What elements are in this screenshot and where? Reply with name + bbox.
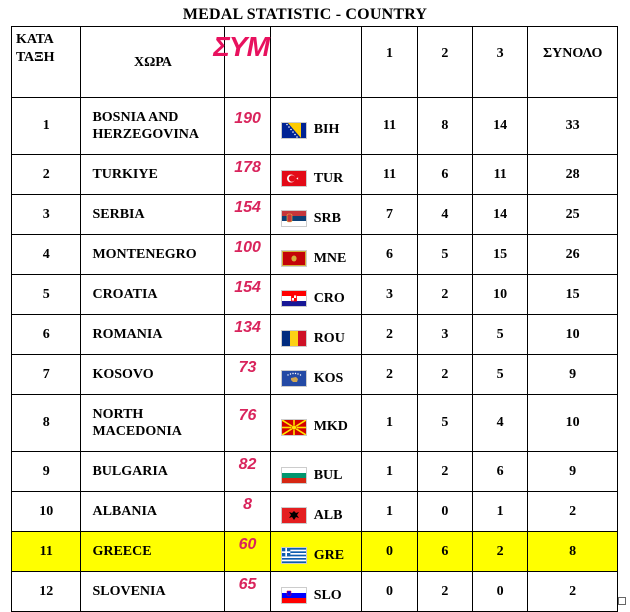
- bronze-cell: 14: [473, 195, 528, 235]
- sym-value: 8: [243, 496, 252, 513]
- table-row: [12, 98, 618, 155]
- tur-flag-icon: [281, 170, 307, 187]
- silver-cell: 2: [417, 275, 472, 315]
- silver-cell: 2: [417, 355, 472, 395]
- code-cell: [270, 492, 362, 532]
- sym-value: 154: [234, 199, 261, 216]
- rank-cell: 11: [12, 532, 81, 572]
- total-header: ΣΥΝΟΛΟ: [528, 27, 618, 98]
- country-code: KOS: [313, 370, 344, 386]
- medal-table: [11, 26, 618, 612]
- code-cell: [270, 235, 362, 275]
- silver-cell: 3: [417, 315, 472, 355]
- country-name-cell: [81, 395, 225, 452]
- rank-cell: 9: [12, 452, 81, 492]
- gold-cell: 1: [362, 452, 417, 492]
- rank-cell: 2: [12, 155, 81, 195]
- gold-cell: 1: [362, 395, 417, 452]
- silver-cell: 0: [417, 492, 472, 532]
- bronze-cell: 11: [473, 155, 528, 195]
- code-cell: [270, 395, 362, 452]
- country-name-line1: TURKIYE: [92, 167, 158, 182]
- bronze-cell: 4: [473, 395, 528, 452]
- silver-header: 2: [417, 27, 472, 98]
- mkd-flag-icon: [281, 419, 307, 436]
- gold-cell: 6: [362, 235, 417, 275]
- bronze-cell: 10: [473, 275, 528, 315]
- country-code: MKD: [313, 419, 348, 434]
- sym-cell: [225, 572, 270, 612]
- sym-value: 82: [238, 456, 257, 473]
- bronze-cell: 6: [473, 452, 528, 492]
- table-row: [12, 315, 618, 355]
- page-title: MEDAL STATISTIC - COUNTRY: [182, 6, 428, 23]
- header-row: [12, 27, 618, 98]
- silver-cell: 2: [417, 572, 472, 612]
- code-cell: [270, 195, 362, 235]
- sym-value: 73: [238, 359, 257, 376]
- gold-cell: 3: [362, 275, 417, 315]
- bronze-cell: 15: [473, 235, 528, 275]
- bronze-cell: 14: [473, 98, 528, 155]
- bih-flag-icon: [281, 122, 307, 139]
- total-cell: 10: [528, 395, 618, 452]
- total-cell: 9: [528, 452, 618, 492]
- total-cell: 28: [528, 155, 618, 195]
- sym-cell: [225, 155, 270, 195]
- country-name-line1: NORTH: [92, 407, 144, 422]
- country-name-cell: [81, 532, 225, 572]
- mne-flag-icon: [281, 250, 307, 267]
- country-name-cell: [81, 275, 225, 315]
- country-name-line2: HERZEGOVINA: [92, 127, 200, 142]
- rank-cell: 10: [12, 492, 81, 532]
- country-name-cell: [81, 452, 225, 492]
- sym-value: 178: [234, 159, 261, 176]
- country-name-cell: [81, 195, 225, 235]
- rank-cell: 1: [12, 98, 81, 155]
- rank-cell: 7: [12, 355, 81, 395]
- rank-cell: 3: [12, 195, 81, 235]
- table-row: [12, 275, 618, 315]
- silver-cell: 8: [417, 98, 472, 155]
- table-row: [12, 195, 618, 235]
- bul-flag-icon: [281, 467, 307, 484]
- sym-value: 60: [238, 536, 257, 553]
- sym-cell: [225, 452, 270, 492]
- country-code: CRO: [313, 290, 345, 306]
- bronze-cell: 0: [473, 572, 528, 612]
- country-code: SLO: [313, 587, 342, 603]
- country-name-cell: [81, 235, 225, 275]
- country-name-cell: [81, 572, 225, 612]
- country-name-cell: [81, 492, 225, 532]
- slo-flag-icon: [281, 587, 307, 604]
- code-cell: [270, 155, 362, 195]
- rank-header: [12, 27, 81, 98]
- table-row: [12, 492, 618, 532]
- total-cell: 9: [528, 355, 618, 395]
- country-name-line1: GREECE: [92, 544, 152, 559]
- country-code: GRE: [313, 547, 345, 563]
- total-cell: 25: [528, 195, 618, 235]
- sym-header: ΣΥΜ: [213, 31, 269, 62]
- total-cell: 10: [528, 315, 618, 355]
- bronze-cell: 5: [473, 355, 528, 395]
- country-name-cell: [81, 315, 225, 355]
- gold-header: 1: [362, 27, 417, 98]
- total-cell: 8: [528, 532, 618, 572]
- sym-cell: [225, 532, 270, 572]
- total-cell: 15: [528, 275, 618, 315]
- code-cell: [270, 532, 362, 572]
- country-name-line1: KOSOVO: [92, 367, 154, 382]
- rou-flag-icon: [281, 330, 307, 347]
- code-cell: [270, 275, 362, 315]
- rank-cell: 12: [12, 572, 81, 612]
- srb-flag-icon: [281, 210, 307, 227]
- bronze-cell: 1: [473, 492, 528, 532]
- gold-cell: 0: [362, 572, 417, 612]
- country-header: ΧΩΡΑ: [81, 27, 225, 98]
- country-code: MNE: [313, 250, 347, 266]
- total-cell: 2: [528, 492, 618, 532]
- country-code: BUL: [313, 467, 343, 483]
- gold-cell: 2: [362, 355, 417, 395]
- kos-flag-icon: [281, 370, 307, 387]
- rank-cell: 8: [12, 395, 81, 452]
- gold-cell: 2: [362, 315, 417, 355]
- sym-value: 134: [234, 319, 261, 336]
- silver-cell: 6: [417, 155, 472, 195]
- bronze-cell: 5: [473, 315, 528, 355]
- gold-cell: 11: [362, 98, 417, 155]
- rank-header-line1: ΚΑΤΑ: [16, 32, 54, 47]
- total-cell: 33: [528, 98, 618, 155]
- country-name-line1: BULGARIA: [92, 464, 168, 479]
- table-row: [12, 235, 618, 275]
- sym-cell: [225, 235, 270, 275]
- sym-cell: [225, 315, 270, 355]
- sym-cell: [225, 355, 270, 395]
- code-cell: [270, 572, 362, 612]
- sym-cell: [225, 275, 270, 315]
- country-name-line1: SERBIA: [92, 207, 145, 222]
- silver-cell: 6: [417, 532, 472, 572]
- sym-value: 76: [238, 407, 257, 424]
- country-name-cell: [81, 355, 225, 395]
- silver-cell: 5: [417, 395, 472, 452]
- code-cell: [270, 452, 362, 492]
- code-header: [270, 27, 362, 98]
- code-cell: [270, 355, 362, 395]
- sym-value: 190: [234, 110, 261, 127]
- country-name-line1: MONTENEGRO: [92, 247, 197, 262]
- country-name-line1: ALBANIA: [92, 504, 158, 519]
- table-row: [12, 452, 618, 492]
- rank-cell: 4: [12, 235, 81, 275]
- resize-handle[interactable]: [618, 597, 626, 605]
- total-cell: 2: [528, 572, 618, 612]
- country-name-line1: SLOVENIA: [92, 584, 166, 599]
- sym-header-cell: [213, 27, 270, 98]
- sym-cell: [225, 195, 270, 235]
- country-name-line1: ROMANIA: [92, 327, 163, 342]
- sym-cell: [225, 395, 270, 452]
- table-row: [12, 572, 618, 612]
- alb-flag-icon: [281, 507, 307, 524]
- total-cell: 26: [528, 235, 618, 275]
- gold-cell: 11: [362, 155, 417, 195]
- country-name-cell: [81, 98, 225, 155]
- gold-cell: 7: [362, 195, 417, 235]
- gold-cell: 0: [362, 532, 417, 572]
- table-row: [12, 532, 618, 572]
- sym-value: 100: [234, 239, 261, 256]
- gold-cell: 1: [362, 492, 417, 532]
- bronze-cell: 2: [473, 532, 528, 572]
- silver-cell: 2: [417, 452, 472, 492]
- cro-flag-icon: [281, 290, 307, 307]
- silver-cell: 4: [417, 195, 472, 235]
- country-code: TUR: [313, 170, 344, 186]
- sym-cell: [225, 492, 270, 532]
- rank-header-line2: ΤΑΞΗ: [16, 50, 55, 65]
- rank-cell: 5: [12, 275, 81, 315]
- country-name-line1: CROATIA: [92, 287, 158, 302]
- country-code: ALB: [313, 507, 343, 523]
- gre-flag-icon: [281, 547, 307, 564]
- country-name-line2: MACEDONIA: [92, 424, 182, 439]
- rank-cell: 6: [12, 315, 81, 355]
- sym-cell: [225, 98, 270, 155]
- country-code: ROU: [313, 330, 345, 346]
- country-code: BIH: [313, 122, 340, 137]
- bronze-header: 3: [473, 27, 528, 98]
- code-cell: [270, 315, 362, 355]
- code-cell: [270, 98, 362, 155]
- table-row: [12, 155, 618, 195]
- sym-value: 65: [238, 576, 257, 593]
- sym-value: 154: [234, 279, 261, 296]
- silver-cell: 5: [417, 235, 472, 275]
- country-name-cell: [81, 155, 225, 195]
- country-name-line1: BOSNIA AND: [92, 110, 179, 125]
- country-code: SRB: [313, 210, 341, 226]
- table-row: [12, 355, 618, 395]
- table-row: [12, 395, 618, 452]
